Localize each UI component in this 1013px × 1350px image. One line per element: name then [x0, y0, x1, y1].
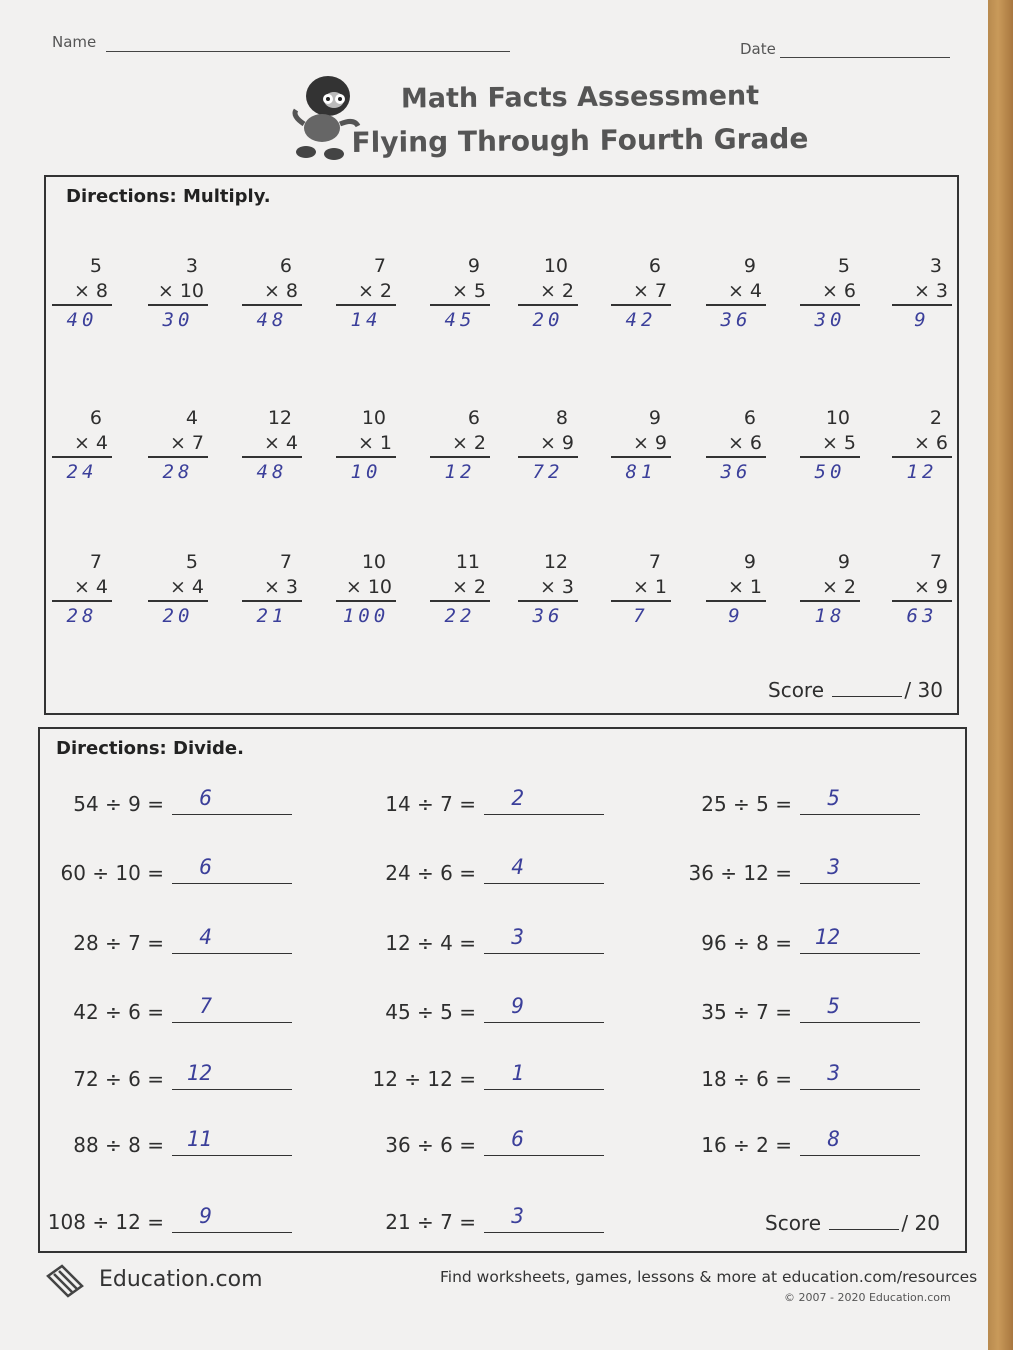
- divide-answer-line[interactable]: [172, 1232, 292, 1233]
- multiply-answer[interactable]: 36: [532, 605, 564, 627]
- divide-equation: 36 ÷ 6 =: [385, 1133, 476, 1157]
- divide-equation: 54 ÷ 9 =: [73, 792, 164, 816]
- multiply-problem: [706, 550, 766, 630]
- education-logo: [42, 1262, 263, 1298]
- multiply-factor-top: 9: [743, 551, 756, 573]
- multiply-factor-top: 3: [929, 255, 942, 277]
- multiply-problem: [52, 550, 112, 630]
- divide-answer-line[interactable]: [172, 1022, 292, 1023]
- date-line: [780, 57, 950, 58]
- multiply-factor-top: 5: [837, 255, 850, 277]
- divide-answer[interactable]: 7: [199, 994, 212, 1018]
- divide-equation: 12 ÷ 12 =: [372, 1067, 476, 1091]
- multiply-factor-top: 6: [89, 407, 102, 429]
- divide-answer-line[interactable]: [484, 1022, 604, 1023]
- divide-answer[interactable]: 5: [827, 994, 840, 1018]
- multiply-factor-top: 7: [648, 551, 661, 573]
- multiply-problem: [800, 254, 860, 334]
- divide-equation: 12 ÷ 4 =: [385, 931, 476, 955]
- multiply-factor-bottom: × 2: [518, 278, 578, 306]
- multiply-factor-bottom: × 1: [336, 430, 396, 458]
- multiply-problem: [892, 550, 952, 630]
- multiply-problem: [52, 406, 112, 486]
- multiply-answer[interactable]: 30: [814, 309, 846, 331]
- multiply-problem: [518, 254, 578, 334]
- multiply-factor-bottom: × 8: [242, 278, 302, 306]
- divide-answer-line[interactable]: [800, 1022, 920, 1023]
- multiply-answer[interactable]: 72: [532, 461, 564, 483]
- multiply-factor-top: 3: [185, 255, 198, 277]
- multiply-answer[interactable]: 36: [720, 309, 752, 331]
- divide-equation: 24 ÷ 6 =: [385, 861, 476, 885]
- divide-answer-line[interactable]: [800, 1155, 920, 1156]
- multiply-answer[interactable]: 21: [256, 605, 288, 627]
- multiply-factor-bottom: × 4: [52, 430, 112, 458]
- divide-equation: 96 ÷ 8 =: [701, 931, 792, 955]
- multiply-factor-bottom: × 1: [611, 574, 671, 602]
- multiply-factor-top: 9: [743, 255, 756, 277]
- multiply-score-blank[interactable]: [832, 696, 902, 697]
- divide-problem: [32, 786, 292, 822]
- divide-answer[interactable]: 3: [511, 925, 524, 949]
- divide-answer-line[interactable]: [484, 883, 604, 884]
- multiply-factor-top: 10: [825, 407, 850, 429]
- footer-copyright: © 2007 - 2020 Education.com: [784, 1291, 951, 1304]
- multiply-problem: [148, 550, 208, 630]
- multiply-problem: [148, 254, 208, 334]
- multiply-answer[interactable]: 12: [906, 461, 938, 483]
- divide-problem: [344, 786, 604, 822]
- divide-answer-line[interactable]: [800, 883, 920, 884]
- multiply-factor-bottom: × 8: [52, 278, 112, 306]
- divide-problem: [660, 855, 920, 891]
- multiply-factor-top: 8: [555, 407, 568, 429]
- divide-problem: [344, 1204, 604, 1240]
- multiply-factor-top: 10: [543, 255, 568, 277]
- multiply-problem: [892, 406, 952, 486]
- multiply-factor-top: 7: [929, 551, 942, 573]
- multiply-factor-top: 5: [185, 551, 198, 573]
- divide-problem: [32, 1204, 292, 1240]
- multiply-factor-bottom: × 6: [800, 278, 860, 306]
- divide-answer[interactable]: 4: [199, 925, 212, 949]
- multiply-answer[interactable]: 45: [444, 309, 476, 331]
- multiply-factor-bottom: × 4: [706, 278, 766, 306]
- multiply-answer[interactable]: 63: [906, 605, 938, 627]
- multiply-factor-top: 7: [373, 255, 386, 277]
- multiply-problem: [336, 550, 396, 630]
- education-logo-icon: [42, 1262, 92, 1298]
- multiply-answer[interactable]: 20: [532, 309, 564, 331]
- multiply-answer[interactable]: 48: [256, 309, 288, 331]
- divide-answer[interactable]: 6: [199, 786, 212, 810]
- multiply-factor-bottom: × 9: [892, 574, 952, 602]
- divide-answer[interactable]: 3: [827, 1061, 840, 1085]
- divide-score: [765, 1211, 940, 1235]
- multiply-factor-bottom: × 3: [892, 278, 952, 306]
- divide-answer-line[interactable]: [484, 1232, 604, 1233]
- multiply-factor-bottom: × 3: [518, 574, 578, 602]
- divide-equation: 16 ÷ 2 =: [701, 1133, 792, 1157]
- divide-problem: [32, 1061, 292, 1097]
- multiply-factor-top: 6: [467, 407, 480, 429]
- divide-equation: 21 ÷ 7 =: [385, 1210, 476, 1234]
- multiply-factor-top: 10: [361, 551, 386, 573]
- divide-equation: 60 ÷ 10 =: [60, 861, 164, 885]
- multiply-problem: [611, 406, 671, 486]
- multiply-answer[interactable]: 10: [350, 461, 382, 483]
- divide-problem: [660, 1127, 920, 1163]
- multiply-problem: [611, 550, 671, 630]
- multiply-problem: [148, 406, 208, 486]
- name-label: Name: [52, 33, 97, 51]
- divide-equation: 18 ÷ 6 =: [701, 1067, 792, 1091]
- multiply-problem: [336, 254, 396, 334]
- multiply-factor-bottom: × 6: [706, 430, 766, 458]
- multiply-factor-bottom: × 4: [242, 430, 302, 458]
- divide-answer-line[interactable]: [172, 1155, 292, 1156]
- multiply-factor-top: 12: [267, 407, 292, 429]
- multiply-problem: [706, 254, 766, 334]
- multiply-factor-top: 4: [185, 407, 198, 429]
- divide-problem: [344, 1061, 604, 1097]
- multiply-directions: Directions: Multiply.: [66, 186, 271, 207]
- multiply-score-label: Score: [768, 678, 825, 702]
- multiply-factor-bottom: × 10: [336, 574, 396, 602]
- divide-answer-line[interactable]: [172, 1089, 292, 1090]
- multiply-problem: [430, 550, 490, 630]
- divide-directions: Directions: Divide.: [56, 738, 244, 759]
- multiply-answer[interactable]: 24: [66, 461, 98, 483]
- divide-score-label: Score: [765, 1211, 822, 1235]
- multiply-factor-top: 10: [361, 407, 386, 429]
- multiply-factor-top: 9: [467, 255, 480, 277]
- divide-equation: 88 ÷ 8 =: [73, 1133, 164, 1157]
- multiply-answer[interactable]: 36: [720, 461, 752, 483]
- multiply-problem: [242, 406, 302, 486]
- multiply-factor-top: 6: [743, 407, 756, 429]
- multiply-factor-bottom: × 10: [148, 278, 208, 306]
- name-line: [106, 51, 510, 52]
- footer-tagline: Find worksheets, games, lessons & more at education.com/resources: [440, 1268, 978, 1286]
- multiply-problem: [800, 406, 860, 486]
- multiply-factor-top: 9: [648, 407, 661, 429]
- multiply-problem: [242, 254, 302, 334]
- divide-equation: 45 ÷ 5 =: [385, 1000, 476, 1024]
- divide-answer-line[interactable]: [172, 953, 292, 954]
- multiply-answer[interactable]: 20: [162, 605, 194, 627]
- multiply-problem: [892, 254, 952, 334]
- divide-answer-line[interactable]: [800, 953, 920, 954]
- divide-answer[interactable]: 6: [511, 1127, 524, 1151]
- divide-problem: [344, 1127, 604, 1163]
- multiply-factor-top: 11: [455, 551, 480, 573]
- wooden-table-edge: [988, 0, 1013, 1350]
- multiply-problem: [430, 406, 490, 486]
- multiply-score-total: / 30: [904, 678, 943, 702]
- divide-equation: 36 ÷ 12 =: [688, 861, 792, 885]
- divide-answer-line[interactable]: [484, 1155, 604, 1156]
- divide-equation: 108 ÷ 12 =: [47, 1210, 164, 1234]
- multiply-factor-top: 6: [279, 255, 292, 277]
- multiply-factor-bottom: × 7: [611, 278, 671, 306]
- multiply-problem: [706, 406, 766, 486]
- multiply-answer[interactable]: 48: [256, 461, 288, 483]
- divide-answer[interactable]: 3: [827, 855, 840, 879]
- divide-equation: 25 ÷ 5 =: [701, 792, 792, 816]
- divide-equation: 14 ÷ 7 =: [385, 792, 476, 816]
- multiply-factor-bottom: × 9: [611, 430, 671, 458]
- multiply-answer[interactable]: 28: [66, 605, 98, 627]
- multiply-answer[interactable]: 9: [914, 309, 930, 331]
- multiply-problem: [52, 254, 112, 334]
- multiply-factor-top: 12: [543, 551, 568, 573]
- multiply-problem: [518, 550, 578, 630]
- divide-answer-line[interactable]: [172, 814, 292, 815]
- divide-answer[interactable]: 3: [511, 1204, 524, 1228]
- multiply-answer[interactable]: 40: [66, 309, 98, 331]
- multiply-score: [768, 678, 943, 702]
- title-line1: Math Facts Assessment: [400, 80, 760, 115]
- divide-answer[interactable]: 9: [511, 994, 524, 1018]
- divide-answer-line[interactable]: [800, 1089, 920, 1090]
- multiply-factor-top: 9: [837, 551, 850, 573]
- multiply-answer[interactable]: 42: [625, 309, 657, 331]
- divide-answer-line[interactable]: [484, 1089, 604, 1090]
- multiply-answer[interactable]: 28: [162, 461, 194, 483]
- multiply-answer[interactable]: 14: [350, 309, 382, 331]
- multiply-answer[interactable]: 9: [728, 605, 744, 627]
- divide-equation: 35 ÷ 7 =: [701, 1000, 792, 1024]
- education-logo-text: Education.com: [99, 1267, 263, 1292]
- multiply-problem: [336, 406, 396, 486]
- divide-problem: [32, 855, 292, 891]
- multiply-factor-bottom: × 2: [430, 574, 490, 602]
- multiply-factor-bottom: × 2: [430, 430, 490, 458]
- divide-answer[interactable]: 4: [511, 855, 524, 879]
- divide-score-blank[interactable]: [829, 1229, 899, 1230]
- multiply-problem: [518, 406, 578, 486]
- divide-problem: [32, 1127, 292, 1163]
- multiply-factor-top: 5: [89, 255, 102, 277]
- divide-answer[interactable]: 9: [199, 1204, 212, 1228]
- multiply-problem: [611, 254, 671, 334]
- divide-answer-line[interactable]: [800, 814, 920, 815]
- multiply-answer[interactable]: 50: [814, 461, 846, 483]
- multiply-factor-bottom: × 6: [892, 430, 952, 458]
- divide-answer[interactable]: 6: [199, 855, 212, 879]
- multiply-problem: [430, 254, 490, 334]
- multiply-factor-top: 2: [929, 407, 942, 429]
- multiply-factor-bottom: × 4: [52, 574, 112, 602]
- divide-answer[interactable]: 8: [827, 1127, 840, 1151]
- multiply-factor-bottom: × 9: [518, 430, 578, 458]
- divide-problem: [660, 994, 920, 1030]
- divide-equation: 72 ÷ 6 =: [73, 1067, 164, 1091]
- multiply-answer[interactable]: 12: [444, 461, 476, 483]
- divide-answer-line[interactable]: [172, 883, 292, 884]
- multiply-factor-bottom: × 2: [336, 278, 396, 306]
- divide-score-total: / 20: [901, 1211, 940, 1235]
- multiply-factor-top: 7: [89, 551, 102, 573]
- multiply-problem: [800, 550, 860, 630]
- divide-answer[interactable]: 11: [186, 1127, 212, 1151]
- divide-answer-line[interactable]: [484, 814, 604, 815]
- multiply-answer[interactable]: 30: [162, 309, 194, 331]
- multiply-factor-bottom: × 3: [242, 574, 302, 602]
- multiply-factor-bottom: × 5: [800, 430, 860, 458]
- divide-problem: [660, 786, 920, 822]
- divide-answer[interactable]: 12: [186, 1061, 212, 1085]
- multiply-factor-top: 7: [279, 551, 292, 573]
- multiply-factor-bottom: × 5: [430, 278, 490, 306]
- multiply-factor-bottom: × 1: [706, 574, 766, 602]
- divide-answer[interactable]: 2: [511, 786, 524, 810]
- divide-answer[interactable]: 12: [814, 925, 840, 949]
- divide-problem: [660, 925, 920, 961]
- divide-problem: [344, 925, 604, 961]
- multiply-answer[interactable]: 100: [342, 605, 390, 627]
- divide-answer-line[interactable]: [484, 953, 604, 954]
- multiply-answer[interactable]: 22: [444, 605, 476, 627]
- multiply-factor-top: 6: [648, 255, 661, 277]
- divide-problem: [344, 855, 604, 891]
- divide-equation: 28 ÷ 7 =: [73, 931, 164, 955]
- multiply-problem: [242, 550, 302, 630]
- title-line2: Flying Through Fourth Grade: [351, 122, 809, 159]
- multiply-answer[interactable]: 7: [633, 605, 649, 627]
- divide-problem: [32, 925, 292, 961]
- divide-problem: [344, 994, 604, 1030]
- multiply-answer[interactable]: 81: [625, 461, 657, 483]
- divide-answer[interactable]: 5: [827, 786, 840, 810]
- multiply-factor-bottom: × 7: [148, 430, 208, 458]
- multiply-factor-bottom: × 4: [148, 574, 208, 602]
- divide-answer[interactable]: 1: [511, 1061, 524, 1085]
- date-label: Date: [740, 40, 776, 58]
- multiply-answer[interactable]: 18: [814, 605, 846, 627]
- multiply-factor-bottom: × 2: [800, 574, 860, 602]
- divide-problem: [660, 1061, 920, 1097]
- divide-problem: [32, 994, 292, 1030]
- divide-equation: 42 ÷ 6 =: [73, 1000, 164, 1024]
